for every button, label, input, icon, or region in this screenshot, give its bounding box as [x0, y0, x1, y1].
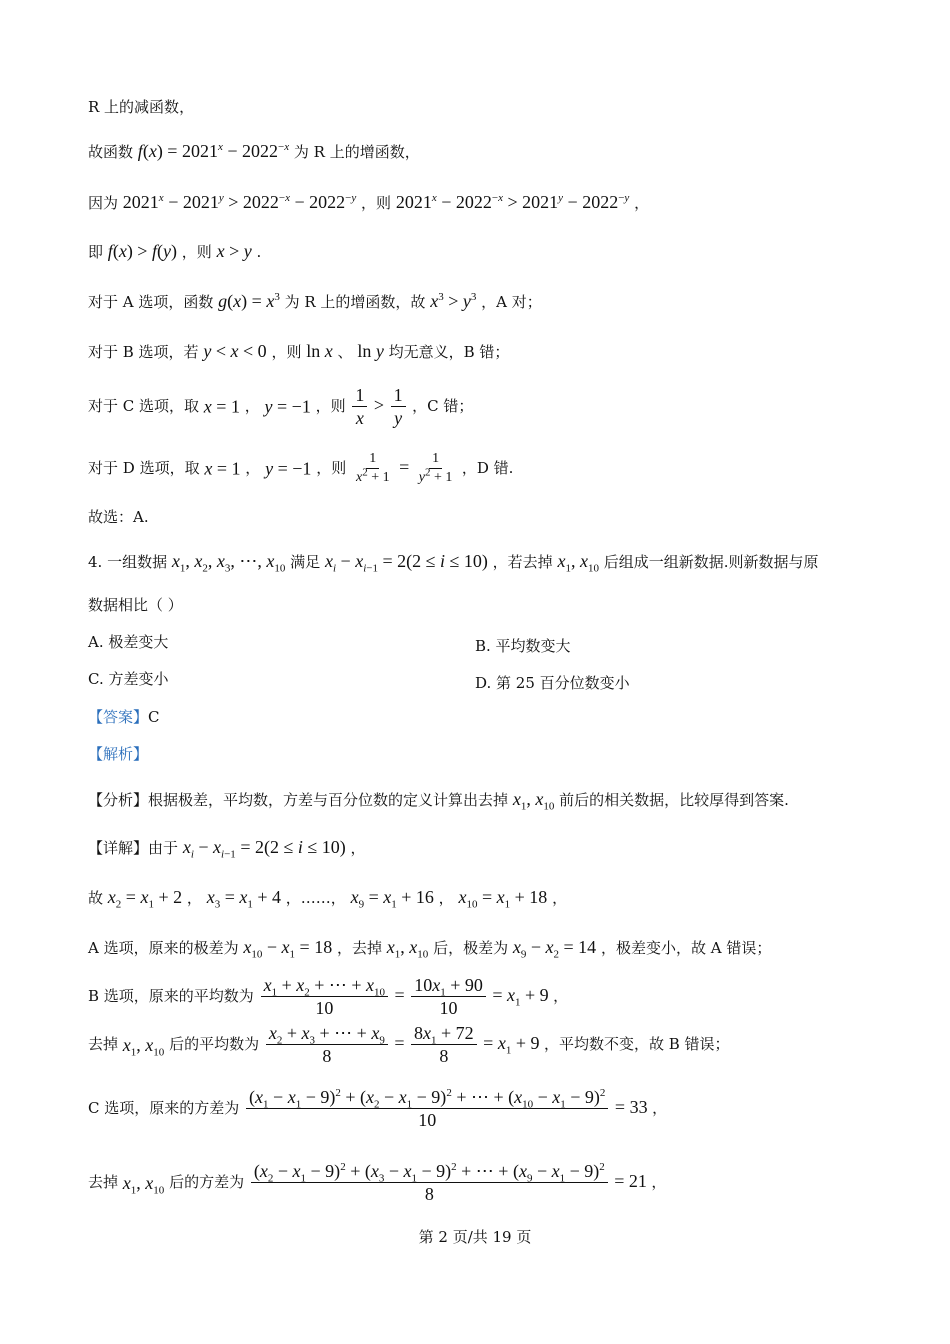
- analysis-label: 【解析】: [88, 745, 149, 763]
- formula-g-definition: $g(x) = x^3$: [218, 291, 280, 311]
- question-stem-line-2: 数据相比（ ）: [88, 596, 183, 614]
- analysis-label-line: [88, 747, 148, 762]
- formula-ln-y: ln y: [357, 341, 384, 361]
- formula-cube-ineq: $x^3 > y^3$: [430, 291, 477, 311]
- formula-fx-gt-fy: f(x) > f(y): [107, 241, 177, 261]
- option-b[interactable]: B. 平均数变大: [475, 637, 571, 655]
- step-2: A 选项，原来的极差为 $x_{10} - x_1 = 18$ ，去掉 $x_1$, $x_{10}$ 后，极差为 $x_9 - x_2 = 14$ ，极差变小，故 A 错误；: [88, 937, 772, 961]
- step-1: 故 $x_2 = x_1 + 2$ ， $x_3 = x_1 + 4$ ，……， $x_9 = x_1 + 16$ ， $x_{10} = x_1 + 18$ ，: [88, 887, 568, 911]
- page-footer: 第 2 页/共 19 页: [418, 1228, 532, 1246]
- fenxi-label: 【分析】: [88, 791, 149, 809]
- step-4: 去掉 $x_1$, $x_{10}$ 后的平均数为 $\frac{x_2 + x_3 + \cdots + x_9}{8}$ = $\frac{8x_1 + 72}{8}$ = $x_1 + 9$ ，平均数不变，故 B 错误；: [88, 1023, 730, 1066]
- text-line-9: 故选：A.: [88, 508, 149, 526]
- formula-x1-x10: $x_1$, $x_{10}$: [557, 551, 599, 575]
- formula-x3: $x_3 = x_1 + 4$: [206, 887, 281, 911]
- question-stem-line-1: 4. 一组数据 $x_1$, $x_2$, $x_3$, ⋯, $x_{10}$ 满足 $x_i - x_{i-1} = 2(2 \le i \le 10)$ ，若去掉 $x_1$, $x_{10}$ 后组成一组新数据.则新数据与原: [88, 551, 819, 575]
- text-line-2: 故函数 $f(x) = 2021^x - 2022^{-x}$ 为 R 上的增函数，: [88, 141, 420, 161]
- formula-range-new: $x_9 - x_2 = 14$: [512, 937, 597, 961]
- formula-x-eq-1-d: x = 1: [204, 458, 241, 479]
- text-line-4: 即 f(x) > f(y) ，则 x > y .: [88, 241, 262, 261]
- formula-x2: $x_2 = x_1 + 2$: [107, 887, 183, 911]
- formula-mean-new: $\frac{x_2 + x_3 + \cdots + x_9}{8}$ = $\frac{8x_1 + 72}{8}$ = $x_1 + 9$: [264, 1033, 544, 1053]
- formula-x1-x10-d: $x_1$, $x_{10}$: [122, 1034, 165, 1059]
- text-line-3: 因为 $2021^x - 2021^y > 2022^{-x} - 2022^{-y}$ ，则 $2021^x - 2022^{-x} > 2021^y - 2022^{-y}$ ，: [88, 192, 650, 212]
- formula-variance-new: $\frac{(x_2 - x_1 - 9)^2 + (x_3 - x_1 - 9)^2 + \cdots + (x_9 - x_1 - 9)^2}{8}$ = 21: [249, 1171, 652, 1191]
- formula-reciprocal-ineq: $\frac{1}{x}$ > $\frac{1}{y}$: [350, 395, 412, 415]
- option-a[interactable]: A. 极差变大: [88, 633, 169, 651]
- text-line-6: 对于 B 选项，若 y < x < 0 ，则 ln x 、 ln y 均无意义，B 错；: [88, 341, 510, 361]
- answer-label: 【答案】: [88, 708, 149, 726]
- xiangjie-line: 【详解】由于 $x_i - x_{i-1} = 2(2 \le i \le 10)$ ，: [88, 837, 366, 861]
- answer-line: [88, 710, 160, 725]
- text-line-1: R 上的减函数，: [88, 98, 195, 116]
- formula-x1-x10-c: $x_1$, $x_{10}$: [386, 937, 429, 961]
- formula-square-reciprocal-eq: $\frac{1}{x^2 + 1}$ = $\frac{1}{y^2 + 1}$: [355, 451, 453, 485]
- text-line-5: 对于 A 选项，函数 $g(x) = x^3$ 为 R 上的增函数，故 $x^3 > y^3$ ，A 对；: [88, 291, 542, 311]
- formula-y-eq-neg1-d: y = −1: [265, 458, 312, 479]
- step-5: C 选项，原来的方差为 $\frac{(x_1 - x_1 - 9)^2 + (x_2 - x_1 - 9)^2 + \cdots + (x_{10} - x_1 - 9)^2}{10}$ = 33 ，: [88, 1087, 668, 1130]
- formula-data-list: $x_1$, $x_2$, $x_3$, ⋯, $x_{10}$: [171, 551, 286, 575]
- formula-x1-x10-e: $x_1$, $x_{10}$: [122, 1172, 165, 1197]
- formula-inequality-1: $2021^x - 2021^y > 2022^{-x} - 2022^{-y}$: [122, 192, 357, 212]
- formula-x-gt-y: x > y: [216, 241, 252, 261]
- formula-y-eq-neg1: y = −1: [264, 396, 311, 417]
- formula-inequality-2: $2021^x - 2022^{-x} > 2021^y - 2022^{-y}$: [395, 192, 630, 212]
- option-d[interactable]: D. 第 25 百分位数变小: [475, 674, 630, 692]
- step-6: 去掉 $x_1$, $x_{10}$ 后的方差为 $\frac{(x_2 - x_1 - 9)^2 + (x_3 - x_1 - 9)^2 + \cdots + (x_9 - x_1 - 9)^2}{8}$ = 21 ，: [88, 1161, 667, 1204]
- fenxi-line: 【分析】根据极差，平均数，方差与百分位数的定义计算出去掉 $x_1$, $x_{10}$ 前后的相关数据，比较厚得到答案.: [88, 789, 789, 813]
- text-line-7: 对于 C 选项，取 x = 1 ， y = −1 ，则 $\frac{1}{x}$ > $\frac{1}{y}$ ，C 错；: [88, 385, 474, 428]
- formula-variance-original: $\frac{(x_1 - x_1 - 9)^2 + (x_2 - x_1 - 9)^2 + \cdots + (x_{10} - x_1 - 9)^2}{10}$ = 33: [244, 1097, 652, 1117]
- answer-value: C: [148, 708, 160, 726]
- formula-mean-original: $\frac{x_1 + x_2 + \cdots + x_{10}}{10}$ = $\frac{10x_1 + 90}{10}$ = $x_1 + 9$: [259, 985, 554, 1005]
- formula-x10: $x_{10} = x_1 + 18$: [458, 887, 548, 911]
- formula-x1-x10-b: $x_1$, $x_{10}$: [512, 789, 555, 813]
- formula-ln-x: ln x: [306, 341, 333, 361]
- option-c[interactable]: C. 方差变小: [88, 670, 169, 688]
- formula-recurrence-b: $x_i - x_{i-1} = 2(2 \le i \le 10)$: [182, 837, 346, 861]
- formula-recurrence: $x_i - x_{i-1} = 2(2 \le i \le 10)$: [324, 551, 488, 575]
- formula-x-eq-1: x = 1: [203, 396, 240, 417]
- xiangjie-label: 【详解】: [88, 839, 149, 857]
- formula-y-lt-x-lt-0: y < x < 0: [203, 341, 267, 361]
- formula-f-definition: $f(x) = 2021^x - 2022^{-x}$: [137, 141, 290, 161]
- text-line-8: 对于 D 选项，取 x = 1 ， y = −1 ，则 $\frac{1}{x^2 + 1}$ = $\frac{1}{y^2 + 1}$ ，D 错.: [88, 451, 514, 485]
- step-3: B 选项，原来的平均数为 $\frac{x_1 + x_2 + \cdots + x_{10}}{10}$ = $\frac{10x_1 + 90}{10}$ = $x_1 + 9$ ，: [88, 975, 569, 1018]
- formula-x9: $x_9 = x_1 + 16$: [350, 887, 434, 911]
- formula-range-original: $x_{10} - x_1 = 18$: [243, 937, 333, 961]
